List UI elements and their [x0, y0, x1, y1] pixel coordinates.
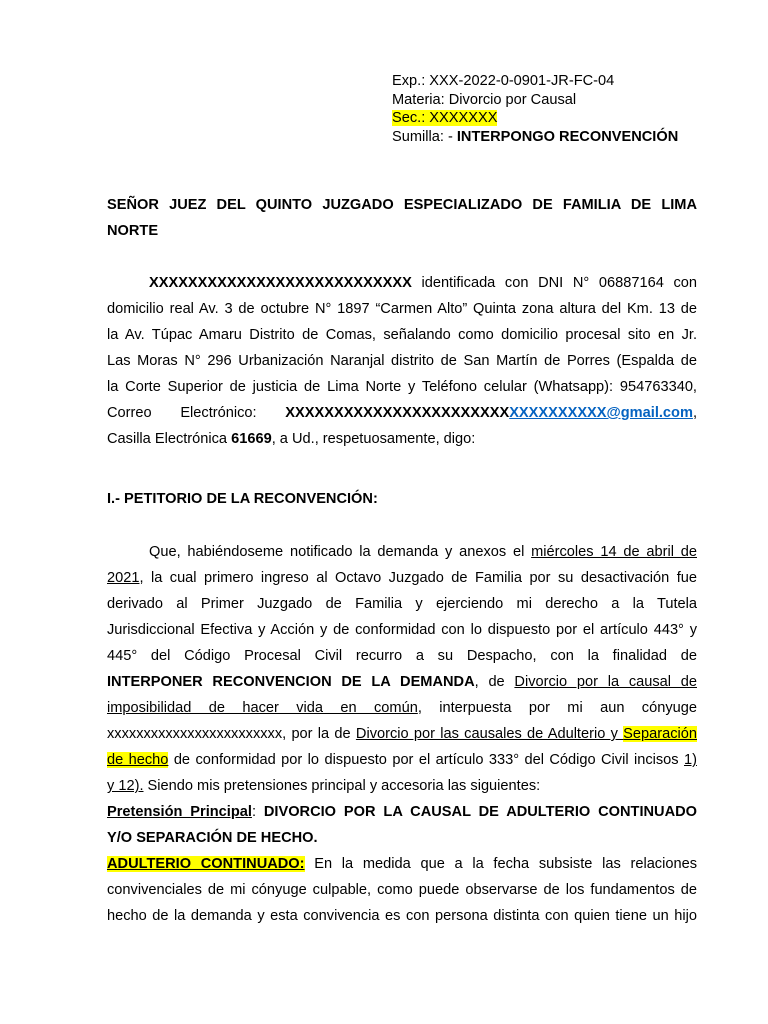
s1-line-7-text: , interpuesta por mi aun cónyuge: [417, 700, 697, 716]
s1-line-9-text: de conformidad por lo dispuesto por el artículo 333° del Código Civil incisos: [168, 752, 684, 768]
intro-paragraph: [107, 270, 697, 452]
pretension-line-2: Y/O SEPARACIÓN DE HECHO.: [107, 830, 318, 846]
intro-line-3: la Av. Túpac Amaru Distrito de Comas, señalando como domicilio procesal sito en Jr.: [107, 327, 697, 343]
intro-line-4: Las Moras N° 296 Urbanización Naranjal distrito de San Martín de Porres (Espalda de: [107, 353, 697, 369]
intro-line-2: domicilio real Av. 3 de octubre N° 1897 “Carmen Alto” Quinta zona altura del Km. 13 de: [107, 301, 697, 317]
interponer-text: INTERPONER RECONVENCION DE LA DEMANDA: [107, 674, 475, 690]
separacion-highlight: Separación: [623, 726, 697, 742]
s1-line-6-mid: , de: [474, 674, 515, 690]
imposibilidad-text: imposibilidad de hacer vida en común: [107, 700, 418, 716]
secretario-highlight: Sec.: XXXXXXX: [392, 110, 498, 126]
intro-line-1: [107, 270, 697, 296]
pretension-colon: :: [251, 804, 264, 820]
expediente-line: Exp.: XXX-2022-0-0901-JR-FC-04: [392, 73, 615, 89]
adulterio-line-1: [107, 851, 697, 877]
section-1-title: I.- PETITORIO DE LA RECONVENCIÓN:: [107, 491, 378, 507]
sumilla-value: INTERPONGO RECONVENCIÓN: [456, 128, 679, 145]
email-value: [285, 405, 697, 421]
divorcio-causal-text: Divorcio por la causal de: [514, 674, 697, 690]
s1-line-10-text: Siendo mis pretensiones principal y accesoria las siguientes:: [143, 778, 541, 794]
notification-year: 2021: [107, 570, 140, 586]
casilla-number: 61669: [231, 431, 272, 447]
intro-line-5: la Corte Superior de justicia de Lima Norte y Teléfono celular (Whatsapp): 954763340,: [107, 379, 697, 395]
causales-text: Divorcio por las causales de Adulterio y: [355, 726, 624, 742]
email-bold-part: XXXXXXXXXXXXXXXXXXXXXXX: [285, 405, 510, 421]
s1-line-2-text: , la cual primero ingreso al Octavo Juzgado de Familia por su desactivación fue: [139, 570, 697, 586]
section-1-paragraph: [107, 539, 697, 929]
email-label: Correo Electrónico:: [107, 405, 257, 421]
casilla-label: Casilla Electrónica: [107, 431, 232, 447]
adulterio-line-3: hecho de la demanda y esta convivencia es con persona distinta con quien tiene un hijo: [107, 908, 697, 924]
addressee-line-2: NORTE: [107, 223, 159, 239]
s1-line-8-text: xxxxxxxxxxxxxxxxxxxxxxxx, por la de: [107, 726, 356, 742]
addressee-line-1: SEÑOR JUEZ DEL QUINTO JUZGADO ESPECIALIZADO DE FAMILIA DE LIMA: [107, 197, 697, 213]
notification-date: miércoles 14 de abril de: [531, 544, 697, 560]
email-link[interactable]: XXXXXXXXXX@gmail.com: [509, 405, 693, 421]
inciso-12: y 12).: [107, 778, 144, 794]
email-end: ,: [692, 405, 697, 421]
petitioner-name: XXXXXXXXXXXXXXXXXXXXXXXXXXX: [149, 275, 412, 291]
de-hecho-highlight: de hecho: [107, 752, 169, 768]
s1-line-7: [107, 695, 697, 721]
s1-line-3: derivado al Primer Juzgado de Familia y ejerciendo mi derecho a la Tutela: [107, 596, 697, 612]
s1-line-1-text: Que, habiéndoseme notificado la demanda y anexos el: [149, 544, 532, 560]
secretario-line: [392, 109, 678, 128]
s1-line-10: [107, 773, 697, 799]
s1-line-1: [107, 539, 697, 565]
adulterio-label: ADULTERIO CONTINUADO:: [107, 856, 305, 872]
addressee-block: [107, 192, 697, 244]
intro-closing: , a Ud., respetuosamente, digo:: [271, 431, 476, 447]
s1-line-8: [107, 721, 697, 747]
adulterio-line-1-text: En la medida que a la fecha subsiste las relaciones: [304, 856, 697, 872]
sumilla-line: [392, 128, 678, 147]
section-1-title-block: [107, 486, 697, 512]
sumilla-label: Sumilla: -: [392, 128, 457, 145]
s1-line-5: 445° del Código Procesal Civil recurro a su Despacho, con la finalidad de: [107, 648, 697, 664]
materia-line: Materia: Divorcio por Causal: [392, 91, 577, 108]
pretension-line-1: [107, 799, 697, 825]
s1-line-6: [107, 669, 697, 695]
adulterio-line-2: convivenciales de mi cónyuge culpable, como puede observarse de los fundamentos de: [107, 882, 697, 898]
case-header: [392, 72, 678, 146]
intro-line-1-text: identificada con DNI N° 06887164 con: [411, 275, 697, 291]
pretension-value-1: DIVORCIO POR LA CAUSAL DE ADULTERIO CONTINUADO: [263, 804, 698, 820]
inciso-1: 1): [684, 752, 697, 768]
pretension-label: Pretensión Principal: [107, 804, 252, 820]
intro-line-6: [107, 400, 697, 426]
s1-line-9: [107, 747, 697, 773]
s1-line-2: [107, 565, 697, 591]
intro-line-7: [107, 426, 697, 452]
s1-line-4: Jurisdiccional Efectiva y Acción y de conformidad con lo dispuesto por el artículo 443° y: [107, 622, 697, 638]
